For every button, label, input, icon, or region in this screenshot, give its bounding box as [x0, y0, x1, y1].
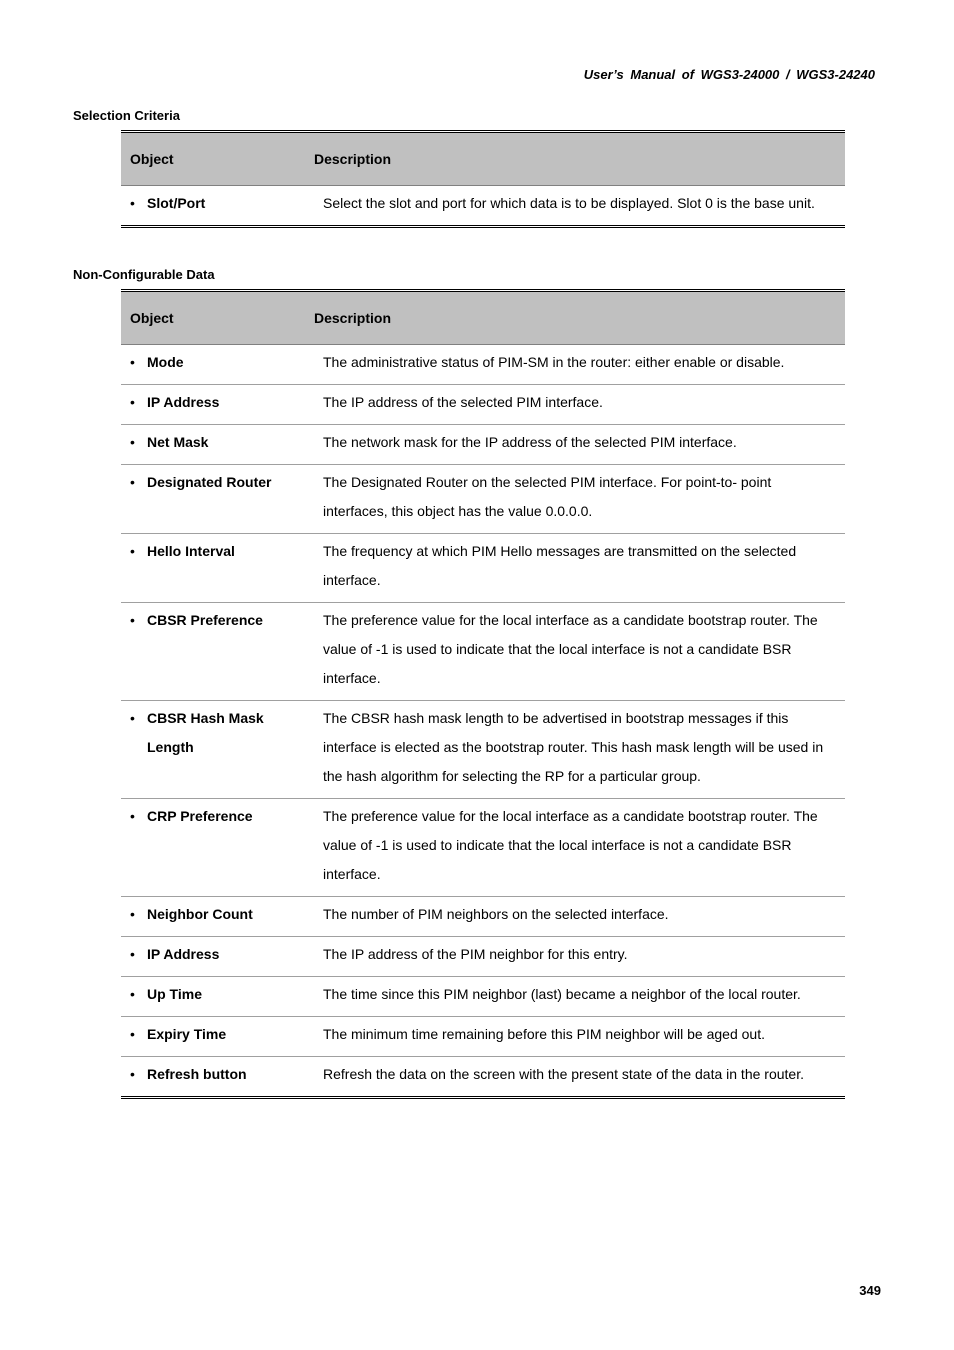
table-row	[121, 1016, 845, 1056]
object-cell	[121, 977, 314, 1016]
table-row	[121, 186, 845, 225]
object-label: CRP Preference	[147, 808, 253, 824]
table-row	[121, 384, 845, 424]
object-cell	[121, 897, 314, 936]
object-label: CBSR Hash Mask Length	[147, 710, 264, 755]
bullet-icon: •	[130, 946, 135, 962]
column-header-description: Description	[314, 310, 392, 326]
bullet-icon: •	[130, 195, 135, 211]
object-label: CBSR Preference	[147, 612, 263, 628]
column-header-object: Object	[130, 151, 174, 167]
table-row	[121, 464, 845, 533]
table-row	[121, 896, 845, 936]
object-cell	[121, 799, 314, 896]
description-cell: The IP address of the PIM neighbor for this entry.	[323, 946, 628, 962]
column-header-object: Object	[130, 310, 174, 326]
object-cell	[121, 385, 314, 424]
bullet-icon: •	[130, 710, 135, 726]
object-cell	[121, 603, 314, 700]
description-cell: The Designated Router on the selected PIM interface. For point-to- point interfaces, this object has the value 0.0.0.0.	[323, 474, 772, 519]
object-cell	[121, 701, 314, 798]
object-cell	[121, 1057, 314, 1096]
description-cell: The IP address of the selected PIM interface.	[323, 394, 603, 410]
page-header: User’s Manual of WGS3-24000 / WGS3-24240	[583, 67, 875, 82]
bullet-icon: •	[130, 543, 135, 559]
object-label: Refresh button	[147, 1066, 247, 1082]
table-body	[121, 345, 845, 1096]
description-cell: The preference value for the local interface as a candidate bootstrap router. The value of -1 is used to indicate that the local interface is not a candidate BSR interface.	[323, 808, 818, 882]
table-row	[121, 345, 845, 384]
bullet-icon: •	[130, 1066, 135, 1082]
table-row	[121, 936, 845, 976]
object-label: Mode	[147, 354, 184, 370]
description-cell: The number of PIM neighbors on the selected interface.	[323, 906, 669, 922]
table-header	[121, 292, 845, 345]
object-cell	[121, 1017, 314, 1056]
table-row	[121, 1056, 845, 1096]
section-title-selection-criteria: Selection Criteria	[73, 108, 180, 123]
object-label: Net Mask	[147, 434, 209, 450]
object-cell	[121, 937, 314, 976]
table-row	[121, 533, 845, 602]
bullet-icon: •	[130, 354, 135, 370]
table-row	[121, 976, 845, 1016]
description-cell: The minimum time remaining before this PIM neighbor will be aged out.	[323, 1026, 765, 1042]
table-row	[121, 798, 845, 896]
bullet-icon: •	[130, 906, 135, 922]
object-cell	[121, 465, 314, 533]
object-label: Neighbor Count	[147, 906, 253, 922]
description-cell: The frequency at which PIM Hello messages are transmitted on the selected interface.	[323, 543, 797, 588]
bullet-icon: •	[130, 394, 135, 410]
object-cell	[121, 186, 314, 225]
description-cell: The preference value for the local interface as a candidate bootstrap router. The value of -1 is used to indicate that the local interface is not a candidate BSR interface.	[323, 612, 818, 686]
object-label: Hello Interval	[147, 543, 235, 559]
bullet-icon: •	[130, 612, 135, 628]
object-cell	[121, 425, 314, 464]
non-configurable-data-table	[121, 289, 845, 1099]
object-label: IP Address	[147, 394, 220, 410]
bullet-icon: •	[130, 474, 135, 490]
object-label: IP Address	[147, 946, 220, 962]
description-cell: The time since this PIM neighbor (last) became a neighbor of the local router.	[323, 986, 801, 1002]
description-cell: Select the slot and port for which data is to be displayed. Slot 0 is the base unit.	[323, 195, 815, 211]
bullet-icon: •	[130, 434, 135, 450]
object-label: Designated Router	[147, 474, 272, 490]
object-label: Up Time	[147, 986, 202, 1002]
description-cell: The CBSR hash mask length to be advertised in bootstrap messages if this interface is elected as the bootstrap router. This hash mask length will be used in the hash algorithm for selecting the RP for a particular group.	[323, 710, 824, 784]
object-cell	[121, 345, 314, 384]
table-row	[121, 700, 845, 798]
bullet-icon: •	[130, 808, 135, 824]
selection-criteria-table	[121, 130, 845, 228]
column-header-description: Description	[314, 151, 392, 167]
description-cell: The network mask for the IP address of the selected PIM interface.	[323, 434, 737, 450]
object-cell	[121, 534, 314, 602]
page-number: 349	[859, 1283, 881, 1298]
object-label: Expiry Time	[147, 1026, 227, 1042]
description-cell: Refresh the data on the screen with the present state of the data in the router.	[323, 1066, 804, 1082]
description-cell: The administrative status of PIM-SM in the router: either enable or disable.	[323, 354, 785, 370]
object-label: Slot/Port	[147, 195, 206, 211]
section-title-non-configurable-data: Non-Configurable Data	[73, 267, 215, 282]
table-header	[121, 133, 845, 186]
bullet-icon: •	[130, 986, 135, 1002]
table-row	[121, 424, 845, 464]
table-row	[121, 602, 845, 700]
bullet-icon: •	[130, 1026, 135, 1042]
